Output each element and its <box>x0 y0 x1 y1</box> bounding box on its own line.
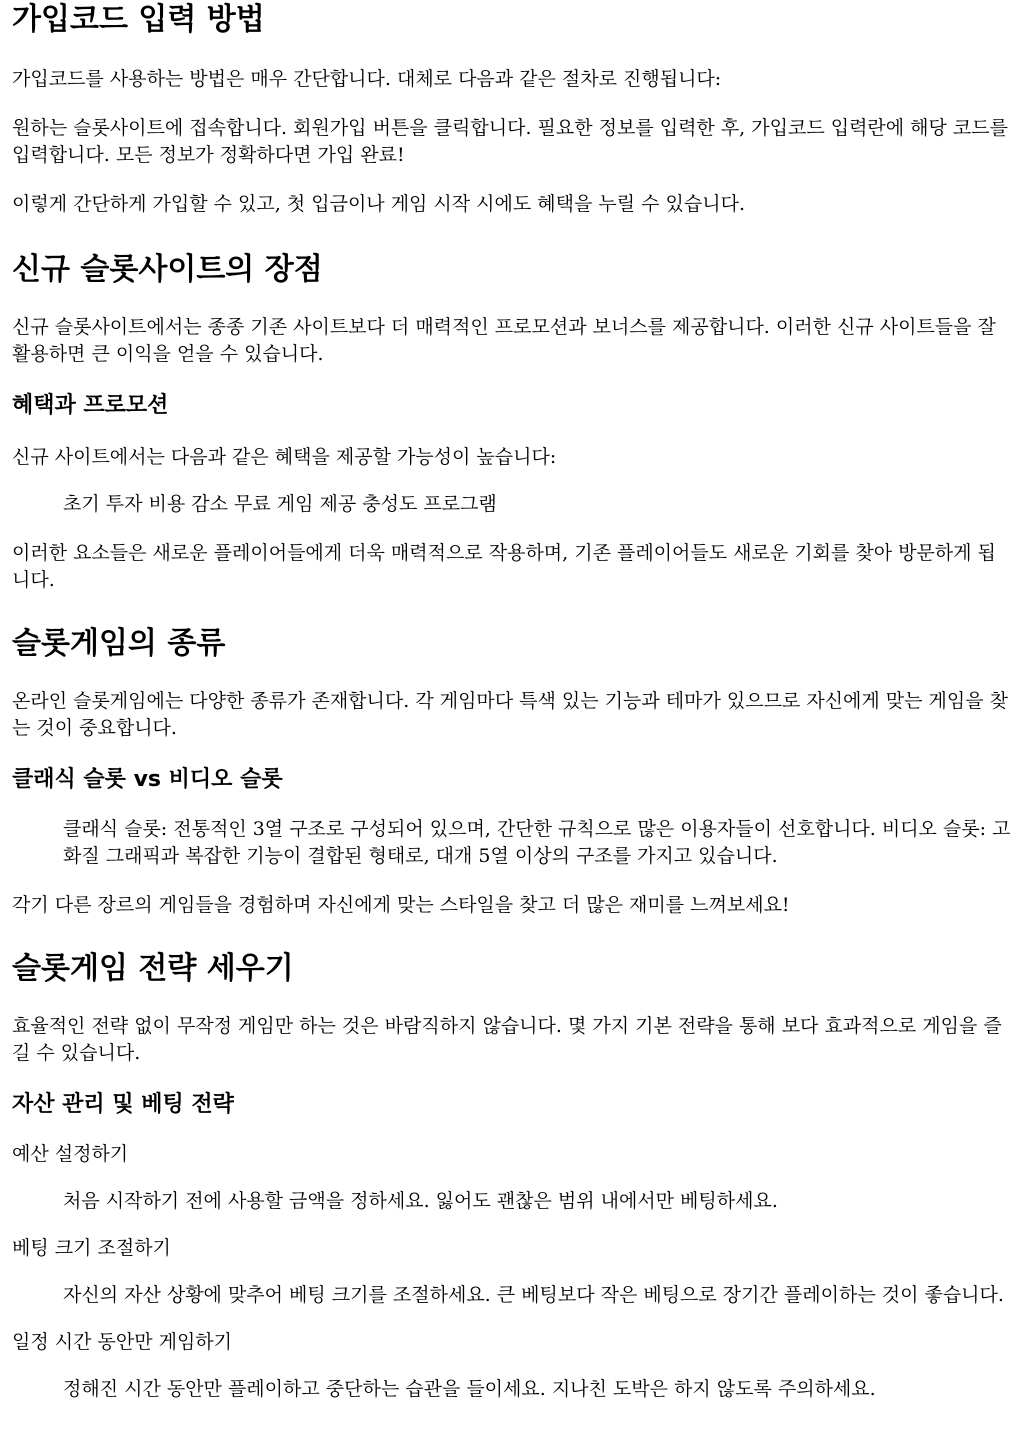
definition-term: 베팅 크기 조절하기 <box>12 1237 171 1259</box>
section-title-new-site-advantages: 신규 슬롯사이트의 장점 <box>12 252 323 287</box>
section-title-signup-code: 가입코드 입력 방법 <box>12 2 265 37</box>
paragraph: 신규 사이트에서는 다음과 같은 혜택을 제공할 가능성이 높습니다: <box>12 446 557 468</box>
paragraph: 원하는 슬롯사이트에 접속합니다. 회원가입 버튼을 클릭합니다. 필요한 정보를 입력한 후, 가입코드 입력란에 해당 코드를 입력합니다. 모든 정보가 정확하다면 가입 완료! <box>12 117 1008 166</box>
paragraph: 효율적인 전략 없이 무작정 게임만 하는 것은 바람직하지 않습니다. 몇 가지 기본 전략을 통해 보다 효과적으로 게임을 즐길 수 있습니다. <box>12 1015 1002 1064</box>
paragraph: 이러한 요소들은 새로운 플레이어들에게 더욱 매력적으로 작용하며, 기존 플레이어들도 새로운 기회를 찾아 방문하게 됩니다. <box>12 542 996 591</box>
subsection-title-bankroll-betting: 자산 관리 및 베팅 전략 <box>12 1092 234 1117</box>
paragraph: 가입코드를 사용하는 방법은 매우 간단합니다. 대체로 다음과 같은 절차로 진행됩니다: <box>12 68 722 90</box>
paragraph: 신규 슬롯사이트에서는 종종 기존 사이트보다 더 매력적인 프로모션과 보너스를 제공합니다. 이러한 신규 사이트들을 잘 활용하면 큰 이익을 얻을 수 있습니다. <box>12 316 996 365</box>
slot-type-list: 클래식 슬롯: 전통적인 3열 구조로 구성되어 있으며, 간단한 규칙으로 많은 이용자들이 선호합니다. 비디오 슬롯: 고화질 그래픽과 복잡한 기능이 결합된 형태로, 대개 5열 이상의 구조를 가지고 있습니다. <box>63 818 1011 867</box>
section-title-slot-strategy: 슬롯게임 전략 세우기 <box>12 951 294 986</box>
definition-term: 예산 설정하기 <box>12 1143 129 1165</box>
subsection-title-classic-vs-video: 클래식 슬롯 vs 비디오 슬롯 <box>12 767 283 792</box>
paragraph: 각기 다른 장르의 게임들을 경험하며 자신에게 맞는 스타일을 찾고 더 많은 재미를 느껴보세요! <box>12 894 790 916</box>
definition-description: 자신의 자산 상황에 맞추어 베팅 크기를 조절하세요. 큰 베팅보다 작은 베팅으로 장기간 플레이하는 것이 좋습니다. <box>63 1284 1004 1306</box>
benefit-list: 초기 투자 비용 감소 무료 게임 제공 충성도 프로그램 <box>63 493 497 515</box>
subsection-title-benefits: 혜택과 프로모션 <box>12 393 169 418</box>
definition-description: 처음 시작하기 전에 사용할 금액을 정하세요. 잃어도 괜찮은 범위 내에서만 베팅하세요. <box>63 1190 778 1212</box>
definition-description: 정해진 시간 동안만 플레이하고 중단하는 습관을 들이세요. 지나친 도박은 하지 않도록 주의하세요. <box>63 1378 876 1400</box>
section-title-slot-game-types: 슬롯게임의 종류 <box>12 626 226 661</box>
definition-term: 일정 시간 동안만 게임하기 <box>12 1331 233 1353</box>
paragraph: 이렇게 간단하게 가입할 수 있고, 첫 입금이나 게임 시작 시에도 혜택을 누릴 수 있습니다. <box>12 193 745 215</box>
paragraph: 온라인 슬롯게임에는 다양한 종류가 존재합니다. 각 게임마다 특색 있는 기능과 테마가 있으므로 자신에게 맞는 게임을 찾는 것이 중요합니다. <box>12 690 1008 739</box>
